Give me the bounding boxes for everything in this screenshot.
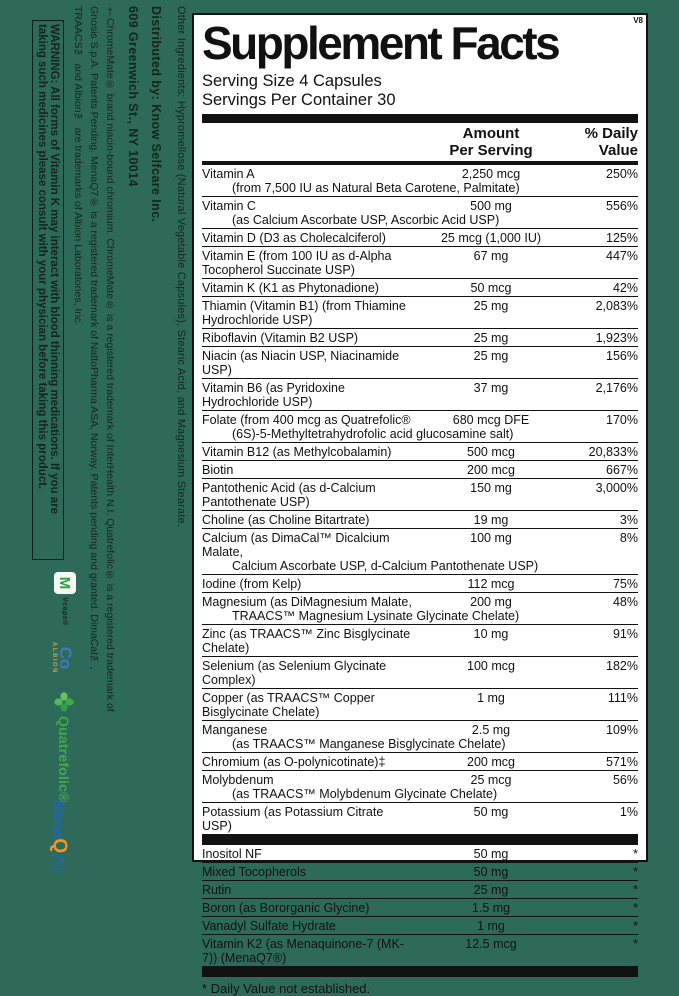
table-row	[202, 917, 638, 935]
nutrient-name: Thiamin (Vitamin B1) (from Thiamine Hydrochloride USP)	[202, 299, 406, 328]
table-row	[202, 165, 638, 197]
nutrient-source-sub: (as Calcium Ascorbate USP, Ascorbic Acid USP)	[232, 213, 500, 228]
table-row	[202, 845, 638, 863]
daily-value-footnote: * Daily Value not established.	[202, 981, 371, 996]
nutrient-dv: 1,923%	[595, 331, 638, 346]
nutrient-amount: 12.5 mcg	[465, 937, 517, 952]
nutrient-name: Calcium (as DimaCal™ Dicalcium Malate,	[202, 531, 390, 560]
nutrient-amount: 25 mg	[473, 349, 509, 364]
nutrient-dv: 447%	[606, 249, 638, 264]
nutrient-dv: 556%	[606, 199, 638, 214]
nutrient-amount: 112 mcg	[467, 577, 515, 592]
nutrient-amount: 200 mg	[470, 595, 512, 610]
nutrient-dv: 56%	[612, 773, 638, 788]
nutrient-dv: 3%	[619, 513, 638, 528]
distributor-address: 609 Greenwich St., NY 10014	[126, 6, 140, 187]
nutrient-amount: 25 mcg (1,000 IU)	[440, 231, 542, 246]
nutrient-dv: 20,833%	[588, 445, 638, 460]
nutrient-name: Vitamin K2 (as Menaquinone-7 (MK-7)) (MenaQ7®)	[202, 937, 404, 966]
nutrient-name: Vitamin B12 (as Methylcobalamin)	[202, 445, 392, 460]
vcaps-logo	[54, 572, 76, 626]
nutrient-name: Niacin (as Niacin USP, Niacinamide USP)	[202, 349, 400, 378]
menaq7-logo-mena: Mena	[50, 800, 67, 839]
table-row	[202, 247, 638, 279]
nutrient-dv: 2,083%	[595, 299, 638, 314]
nutrient-amount: 1.5 mg	[471, 901, 511, 916]
nutrient-table-main	[202, 165, 638, 834]
amount-column-header: Amount Per Serving	[449, 125, 533, 159]
table-row	[202, 279, 638, 297]
quatrefolic-logo	[54, 692, 74, 803]
nutrient-amount: 67 mg	[473, 249, 509, 264]
nutrient-dv: 170%	[606, 413, 638, 428]
table-row	[202, 379, 638, 411]
section-divider-bar	[202, 966, 638, 977]
nutrient-amount: 25 mcg	[470, 773, 512, 788]
panel-title: Supplement Facts	[202, 17, 559, 69]
version-tag: V8	[633, 16, 643, 25]
table-row	[202, 803, 638, 834]
nutrient-amount: 2,250 mcg	[461, 167, 521, 182]
nutrient-name: Manganese	[202, 723, 268, 738]
sidebar-rotated-text	[22, 6, 187, 882]
nutrient-amount: 1 mg	[477, 691, 505, 706]
nutrient-amount: 680 mcg DFE	[452, 413, 530, 428]
nutrient-source-sub: (6S)-5-Methyltetrahydrofolic acid glucosamine salt)	[232, 427, 514, 442]
table-row	[202, 721, 638, 753]
nutrient-amount: 19 mg	[473, 513, 509, 528]
nutrient-name: Copper (as TRAACS™ Copper Bisglycinate Chelate)	[202, 691, 375, 720]
nutrient-dv: *	[633, 883, 638, 898]
nutrient-dv: 91%	[612, 627, 638, 642]
clover-icon	[54, 692, 74, 712]
nutrient-dv: *	[633, 919, 638, 934]
vitamin-k-warning-box	[32, 20, 64, 560]
nutrient-dv: 48%	[612, 595, 638, 610]
menaq7-logo	[48, 800, 70, 873]
table-row	[202, 197, 638, 229]
nutrient-dv: 125%	[606, 231, 638, 246]
nutrient-amount: 1 mg	[477, 919, 505, 934]
nutrient-dv: 42%	[612, 281, 638, 296]
nutrient-name: Vitamin A	[202, 167, 255, 182]
nutrient-amount: 10 mg	[473, 627, 509, 642]
nutrient-amount: 200 mcg	[467, 755, 515, 770]
nutrient-name: Mixed Tocopherols	[202, 865, 306, 880]
nutrient-name: Vanadyl Sulfate Hydrate	[202, 919, 336, 934]
table-row	[202, 529, 638, 575]
nutrient-dv: *	[633, 865, 638, 880]
divider-bar	[202, 114, 638, 123]
nutrient-name: Rutin	[202, 883, 232, 898]
warning-line: taking such medicines please consult with your physician before taking this product.	[36, 24, 48, 490]
nutrient-dv: 109%	[606, 723, 638, 738]
table-row	[202, 297, 638, 329]
table-row	[202, 771, 638, 803]
trademark-line: TRAACS™ and Albion™ are trademarks of Albion Laboratories, Inc.	[72, 6, 84, 326]
trademark-line: †ChromeMate® brand niacin-bound chromium. ChromeMate® is a registered trademark of InterHealth N.I. Quatrefolic® is a registered trademark of	[104, 6, 116, 712]
nutrient-name: Riboflavin (Vitamin B2 USP)	[202, 331, 359, 346]
table-row	[202, 593, 638, 625]
nutrient-dv: 3,000%	[595, 481, 638, 496]
nutrient-name: Vitamin K (K1 as Phytonadione)	[202, 281, 379, 296]
servings-per-container-text: Servings Per Container 30	[202, 91, 396, 110]
nutrient-dv: *	[633, 901, 638, 916]
nutrient-amount: 50 mg	[473, 805, 509, 820]
nutrient-amount: 2.5 mg	[471, 723, 511, 738]
nutrient-amount: 100 mg	[470, 531, 512, 546]
nutrient-dv: 1%	[619, 805, 638, 820]
menaq7-logo-q: Q	[49, 838, 70, 854]
nutrient-amount: 100 mcg	[467, 659, 515, 674]
table-row	[202, 753, 638, 771]
column-headers	[202, 123, 638, 161]
distributor-text: Distributed by: Know Selfcare Inc.	[149, 6, 163, 223]
quatrefolic-logo-label: Quatrefolic®	[56, 716, 72, 803]
nutrient-dv: 2,176%	[595, 381, 638, 396]
table-row	[202, 329, 638, 347]
nutrient-name: Potassium (as Potassium Citrate USP)	[202, 805, 384, 834]
nutrient-name: Pantothenic Acid (as d-Calcium Pantothenate USP)	[202, 481, 376, 510]
table-row	[202, 689, 638, 721]
table-row	[202, 625, 638, 657]
nutrient-amount: 50 mg	[473, 865, 509, 880]
nutrient-name: Zinc (as TRAACS™ Zinc Bisglycinate Chelate)	[202, 627, 411, 656]
nutrient-amount: 500 mcg	[467, 445, 515, 460]
vcaps-capsule-icon: M	[54, 572, 76, 594]
table-row	[202, 881, 638, 899]
daily-value-column-header: % Daily Value	[584, 125, 638, 159]
table-row	[202, 899, 638, 917]
nutrient-amount: 50 mg	[473, 847, 509, 862]
nutrient-amount: 500 mg	[470, 199, 512, 214]
section-divider-bar	[202, 834, 638, 845]
nutrient-name: Magnesium (as DiMagnesium Malate,	[202, 595, 412, 610]
nutrient-source-sub: TRAACS™ Magnesium Lysinate Glycinate Chelate)	[232, 609, 520, 624]
table-row	[202, 935, 638, 966]
nutrient-table-no-dv	[202, 845, 638, 966]
albion-co-symbol: Co	[56, 646, 75, 670]
nutrient-amount: 37 mg	[473, 381, 509, 396]
nutrient-dv: 156%	[606, 349, 638, 364]
nutrient-name: Selenium (as Selenium Glycinate Complex)	[202, 659, 387, 688]
nutrient-amount: 150 mg	[470, 481, 512, 496]
nutrient-name: Chromium (as O-polynicotinate)‡	[202, 755, 386, 770]
table-row	[202, 443, 638, 461]
nutrient-name: Choline (as Choline Bitartrate)	[202, 513, 370, 528]
nutrient-amount: 50 mcg	[470, 281, 512, 296]
nutrient-name: Inositol NF	[202, 847, 262, 862]
albion-logo	[51, 642, 74, 674]
nutrient-amount: 25 mg	[473, 883, 509, 898]
table-row	[202, 479, 638, 511]
nutrient-name: Vitamin B6 (as Pyridoxine Hydrochloride USP)	[202, 381, 345, 410]
nutrient-dv: 111%	[607, 691, 638, 706]
nutrient-name: Boron (as Bororganic Glycine)	[202, 901, 370, 916]
table-row	[202, 461, 638, 479]
nutrient-dv: 75%	[612, 577, 638, 592]
nutrient-dv: 250%	[606, 167, 638, 182]
nutrient-dv: *	[633, 847, 638, 862]
nutrient-name: Biotin	[202, 463, 234, 478]
nutrient-amount: 200 mcg	[467, 463, 515, 478]
table-row	[202, 657, 638, 689]
nutrient-name: Iodine (from Kelp)	[202, 577, 302, 592]
trademark-line: Gnosis S.p.A. Patents Pending. MenaQ7® is a registered trademark of NattoPharma ASA, Norway. Patents pending and granted. DimaCal™,	[88, 6, 100, 670]
nutrient-amount: 25 mg	[473, 331, 509, 346]
menaq7-logo-7: 7®	[50, 853, 67, 873]
table-row	[202, 347, 638, 379]
nutrient-name: Vitamin D (D3 as Cholecalciferol)	[202, 231, 386, 246]
serving-info	[202, 72, 638, 110]
nutrient-name: Molybdenum	[202, 773, 274, 788]
nutrient-source-sub: (as TRAACS™ Molybdenum Glycinate Chelate)	[232, 787, 498, 802]
trademark-paragraph	[72, 6, 116, 882]
nutrient-dv: 8%	[619, 531, 638, 546]
nutrient-name: Vitamin E (from 100 IU as d-Alpha Tocopherol Succinate USP)	[202, 249, 392, 278]
nutrient-source-sub: (from 7,500 IU as Natural Beta Carotene, Palmitate)	[232, 181, 520, 196]
nutrient-name: Vitamin C	[202, 199, 256, 214]
albion-logo-label: ALBION	[51, 642, 57, 674]
warning-line: WARNING: All forms of Vitamin K may interact with blood thinning medications. If you are	[48, 24, 60, 515]
nutrient-dv: *	[633, 937, 638, 952]
nutrient-dv: 667%	[606, 463, 638, 478]
serving-size-text: Serving Size 4 Capsules	[202, 71, 382, 90]
table-row	[202, 229, 638, 247]
nutrient-amount: 25 mg	[473, 299, 509, 314]
nutrient-dv: 182%	[606, 659, 638, 674]
table-row	[202, 863, 638, 881]
nutrient-source-sub: Calcium Ascorbate USP, d-Calcium Pantothenate USP)	[232, 559, 539, 574]
table-row	[202, 411, 638, 443]
vcaps-logo-label: Vcaps®	[61, 597, 69, 626]
other-ingredients-text: Other Ingredients: Hypromellose (Natural Vegetable Capsules), Stearic Acid, and Magnesium Stearate.	[175, 6, 187, 528]
table-row	[202, 575, 638, 593]
nutrient-dv: 571%	[606, 755, 638, 770]
nutrient-name: Folate (from 400 mcg as Quatrefolic®	[202, 413, 411, 428]
supplement-facts-panel	[192, 13, 648, 996]
table-row	[202, 511, 638, 529]
nutrient-source-sub: (as TRAACS™ Manganese Bisglycinate Chelate)	[232, 737, 506, 752]
